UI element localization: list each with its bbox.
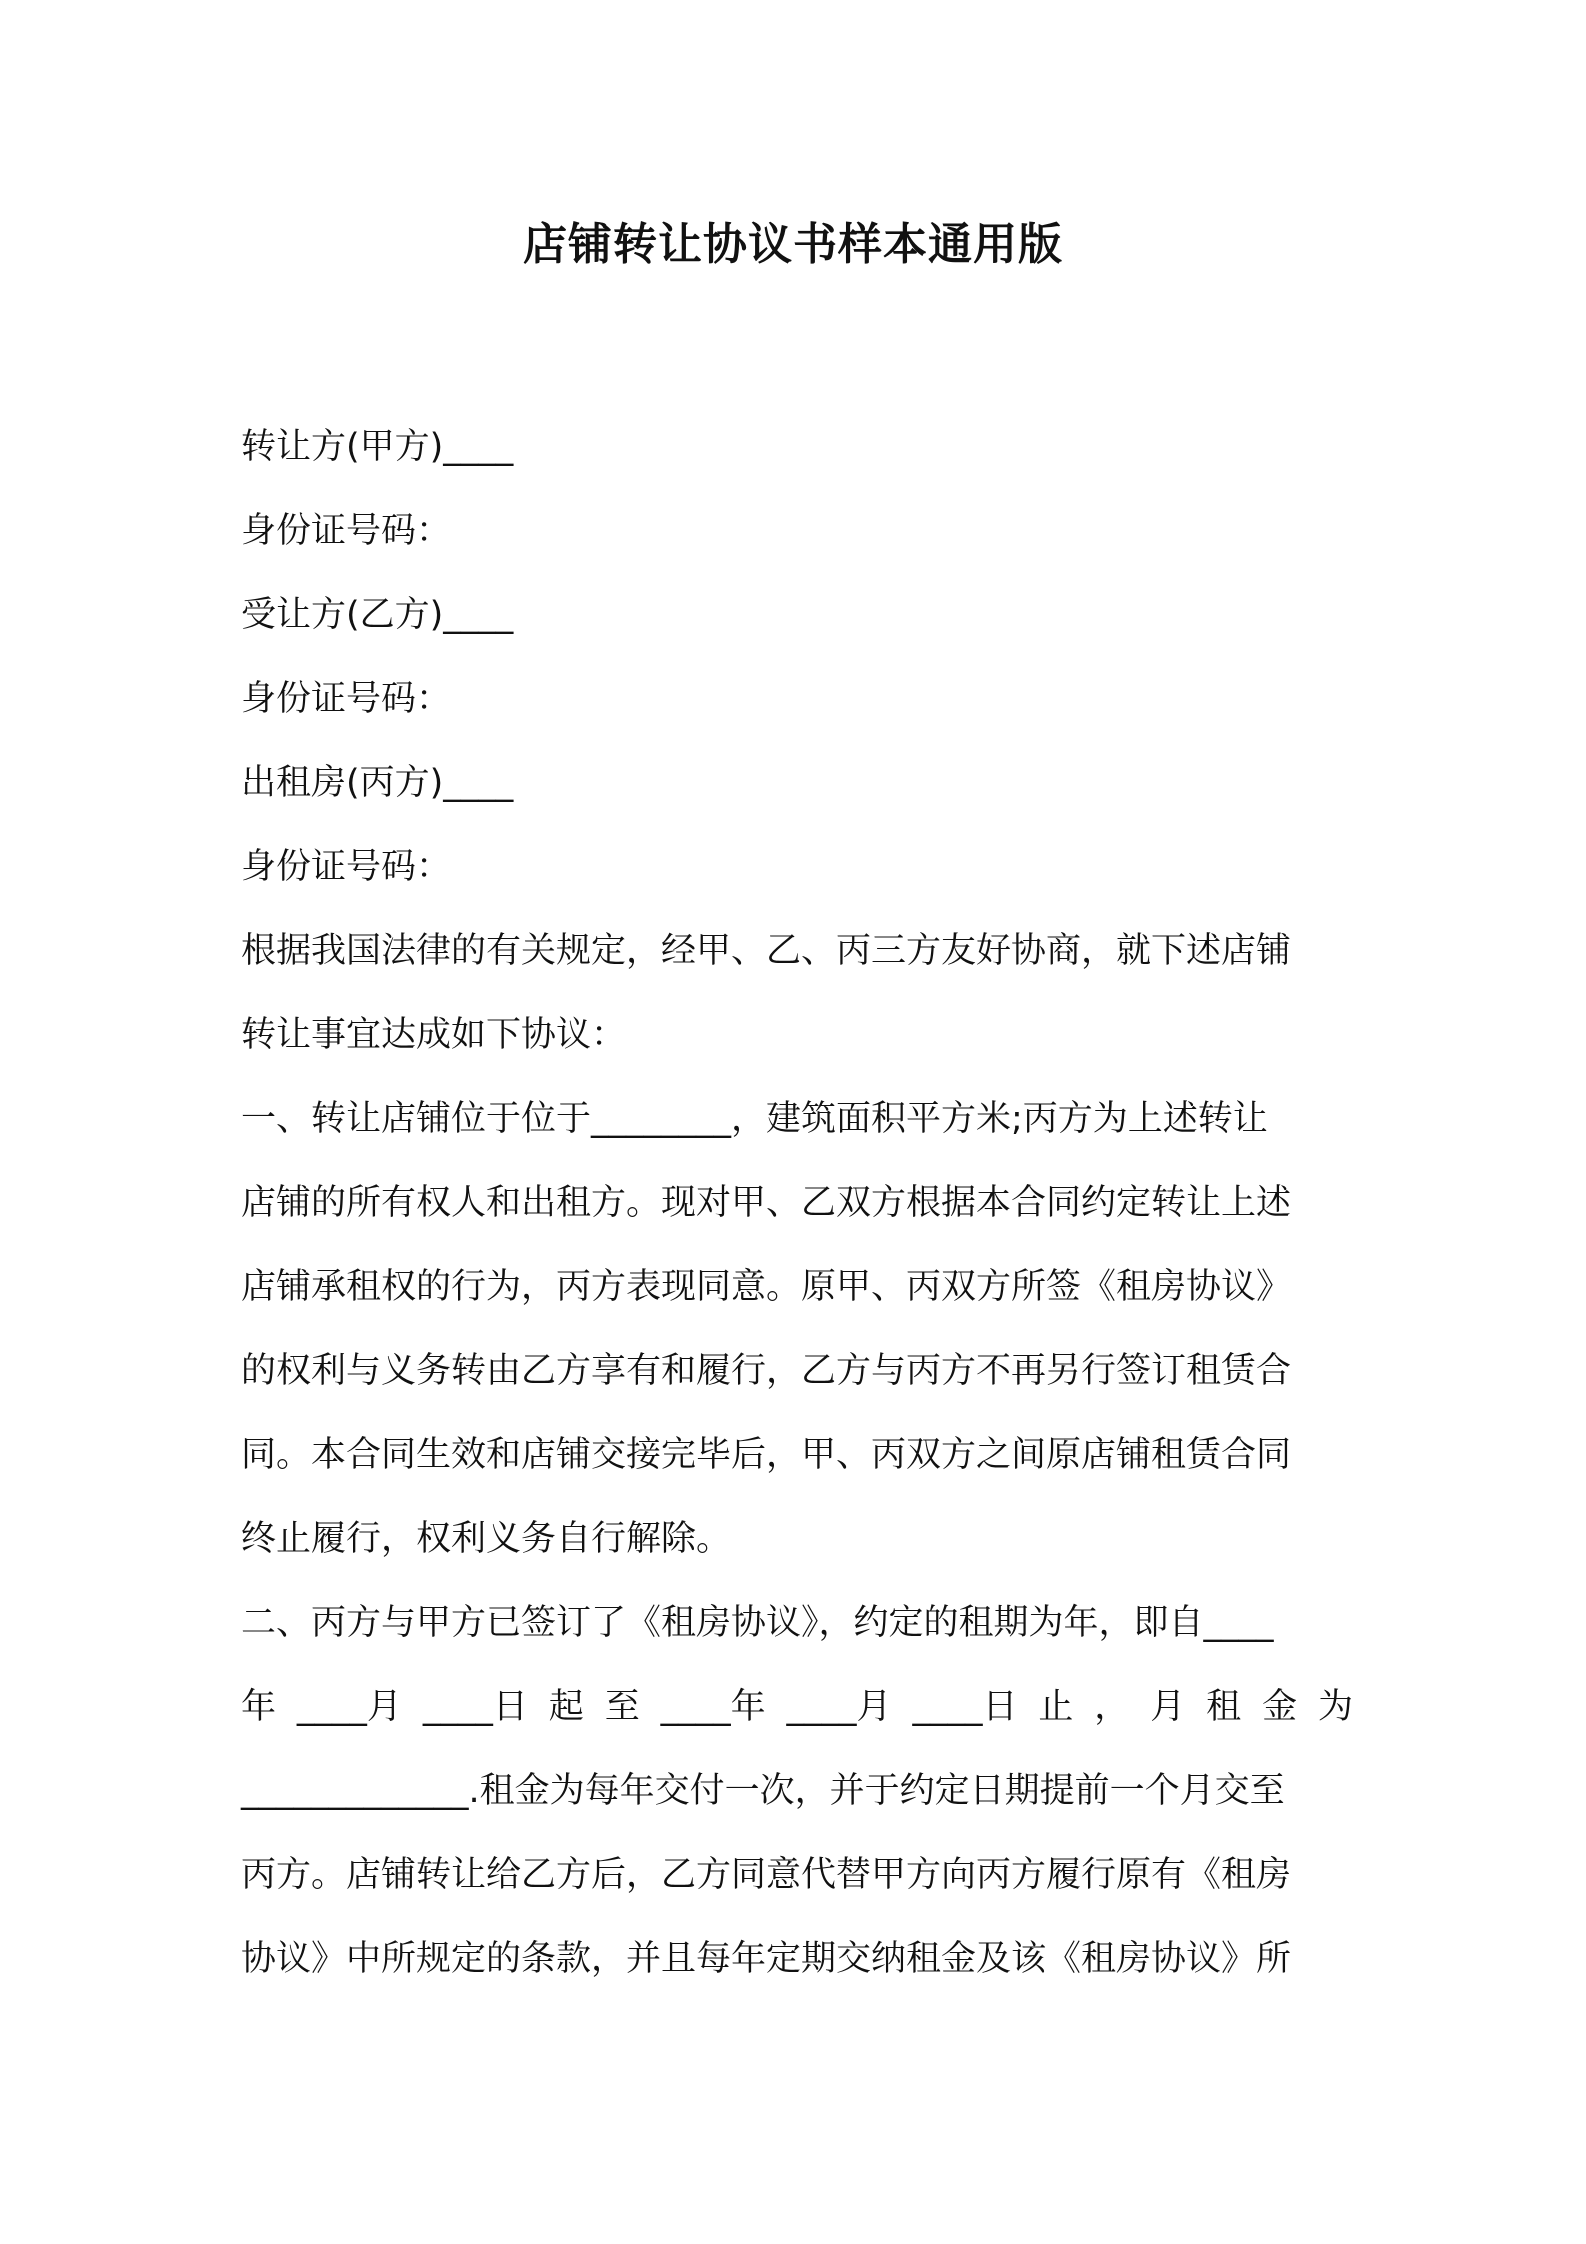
clause1-line: 终止履行，权利义务自行解除。: [241, 1519, 732, 1559]
clause2-line: 协议》中所规定的条款，并且每年定期交纳租金及该《租房协议》所: [241, 1939, 1292, 1979]
clause2-date-part: 年: [241, 1687, 277, 1727]
clause2-date-part: 租: [1206, 1687, 1242, 1727]
clause2-date-part: ____月: [786, 1687, 892, 1727]
clause2-date-part: ____月: [296, 1687, 402, 1727]
clause2-line: 二、丙方与甲方已签订了《租房协议》，约定的租期为年，即自____: [241, 1603, 1274, 1643]
clause1-line: 店铺的所有权人和出租方。现对甲、乙双方根据本合同约定转让上述: [241, 1183, 1292, 1223]
field-transferee-id: 身份证号码：: [241, 679, 452, 719]
clause2-date-part: 为: [1317, 1687, 1353, 1727]
field-lessor: 出租房(丙方)____: [241, 763, 514, 803]
field-transferee: 受让方(乙方)____: [241, 595, 514, 635]
document-title: 店铺转让协议书样本通用版: [523, 219, 1063, 270]
clause2-date-part: 起: [548, 1687, 584, 1727]
intro-line: 根据我国法律的有关规定，经甲、乙、丙三方友好协商，就下述店铺: [241, 931, 1292, 971]
clause2-line: 丙方。店铺转让给乙方后，乙方同意代替甲方向丙方履行原有《租房: [241, 1855, 1292, 1895]
intro-line: 转让事宜达成如下协议：: [241, 1015, 627, 1055]
clause2-line: _____________.租金为每年交付一次，并于约定日期提前一个月交至: [241, 1771, 1285, 1811]
clause1-line: 店铺承租权的行为，丙方表现同意。原甲、丙双方所签《租房协议》: [241, 1267, 1292, 1307]
clause1-line: 的权利与义务转由乙方享有和履行，乙方与丙方不再另行签订租赁合: [241, 1351, 1292, 1391]
clause2-date-part: ，: [1094, 1687, 1130, 1727]
clause2-date-part: 月: [1150, 1687, 1186, 1727]
clause2-date-line: [241, 1665, 1353, 1749]
clause1-line: 同。本合同生效和店铺交接完毕后，甲、丙双方之间原店铺租赁合同: [241, 1435, 1292, 1475]
field-lessor-id: 身份证号码：: [241, 847, 452, 887]
clause2-date-part: 金: [1262, 1687, 1298, 1727]
clause2-date-part: 止: [1038, 1687, 1074, 1727]
field-transferor: 转让方(甲方)____: [241, 427, 514, 467]
document-body: [241, 405, 1353, 2001]
clause2-date-part: 至: [604, 1687, 640, 1727]
clause2-date-part: ____年: [660, 1687, 766, 1727]
clause1-line: 一、转让店铺位于位于________，建筑面积平方米;丙方为上述转让: [241, 1099, 1268, 1139]
clause2-date-part: ____日: [912, 1687, 1018, 1727]
field-transferor-id: 身份证号码：: [241, 511, 452, 551]
clause2-date-part: ____日: [422, 1687, 528, 1727]
